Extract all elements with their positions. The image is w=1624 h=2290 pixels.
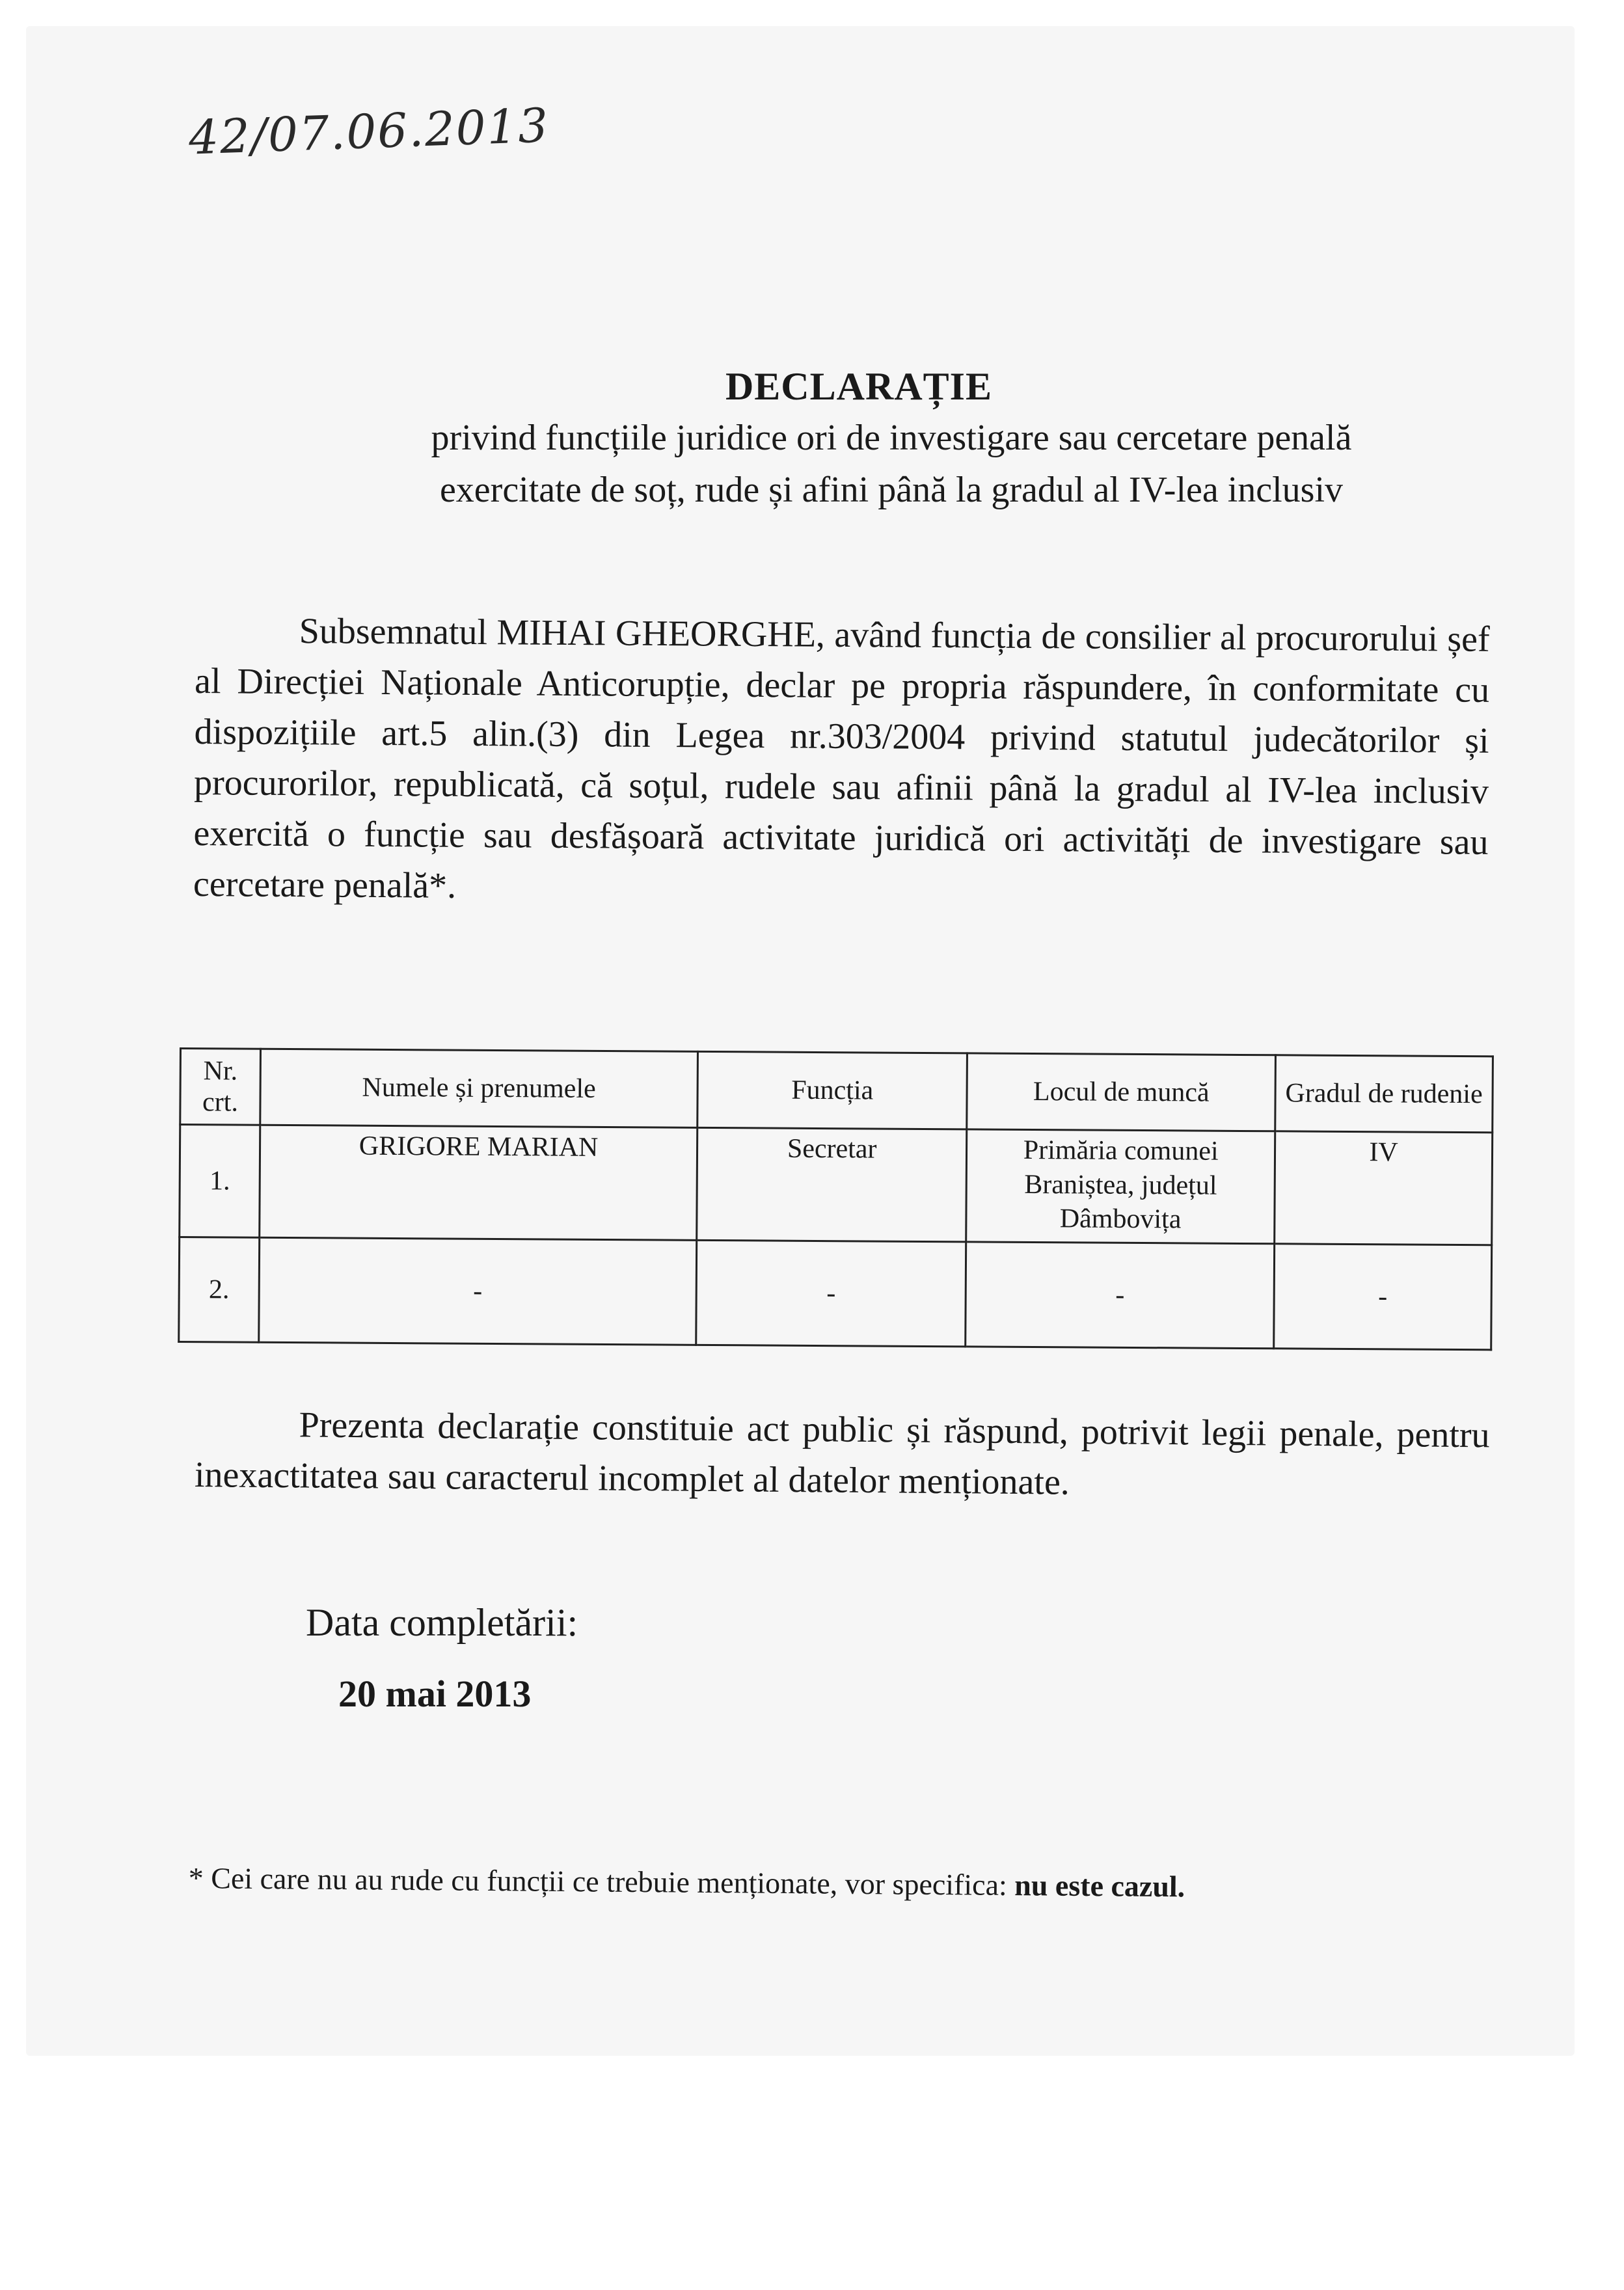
date-value: 20 mai 2013 xyxy=(338,1673,532,1715)
document-title: DECLARAȚIE xyxy=(725,365,993,408)
cell-name: GRIGORE MARIAN xyxy=(260,1125,697,1240)
handwritten-registration-number: 42/07.06.2013 xyxy=(187,98,550,165)
header-workplace: Locul de muncă xyxy=(967,1053,1275,1131)
cell-name: - xyxy=(259,1237,697,1345)
cell-nr: 1. xyxy=(180,1125,260,1238)
cell-nr: 2. xyxy=(179,1237,260,1343)
declaration-body-text: Subsemnatul MIHAI GHEORGHE, având funcția de consilier al procurorului șef al Direcției Naționale Anticorupție, declar pe propria răspundere, în conformitate cu dispozițiile art.5 alin.(3) din Legea nr.303/2004 privind statutul judecătorilor și procurorilor, republicată, că soțul, rudele sau afinii până la gradul al IV-lea inclusiv exercită o funcție sau desfășoară activitate juridică ori activități de investigare sau cercetare penală*. xyxy=(193,611,1490,906)
closing-statement-text: Prezenta declarație constituie act public și răspund, potrivit legii penale, pentru inexactitatea sau caracterul incomplet al datelor menționate. xyxy=(194,1405,1490,1503)
scanned-page-area xyxy=(26,26,1575,2056)
cell-function: - xyxy=(696,1240,966,1347)
table-row xyxy=(179,1237,1492,1350)
cell-workplace: Primăria comunei Braniștea, județul Dâmbovița xyxy=(966,1129,1275,1244)
header-degree: Gradul de rudenie xyxy=(1275,1055,1493,1133)
document-subtitle-line-1: privind funcțiile juridice ori de investigare sau cercetare penală xyxy=(431,418,1352,458)
table-header-row xyxy=(180,1049,1493,1133)
footnote-text: * Cei care nu au rude cu funcții ce trebuie menționate, vor specifica: xyxy=(188,1861,1015,1902)
closing-statement xyxy=(195,1399,1490,1511)
footnote-bold-text: nu este cazul. xyxy=(1014,1868,1185,1904)
header-name: Numele și prenumele xyxy=(260,1049,698,1127)
cell-function: Secretar xyxy=(697,1127,968,1242)
header-nr: Nr. crt. xyxy=(180,1049,261,1125)
cell-degree: - xyxy=(1274,1244,1492,1350)
document-subtitle-line-2: exercitate de soț, rude și afini până la gradul al IV-lea inclusiv xyxy=(439,470,1344,510)
relatives-table xyxy=(178,1047,1494,1351)
header-function: Funcția xyxy=(697,1051,968,1129)
cell-degree: IV xyxy=(1275,1131,1493,1245)
declaration-body xyxy=(193,605,1490,919)
date-label: Data completării: xyxy=(306,1601,578,1644)
table-row xyxy=(180,1125,1493,1245)
cell-workplace: - xyxy=(966,1242,1275,1349)
